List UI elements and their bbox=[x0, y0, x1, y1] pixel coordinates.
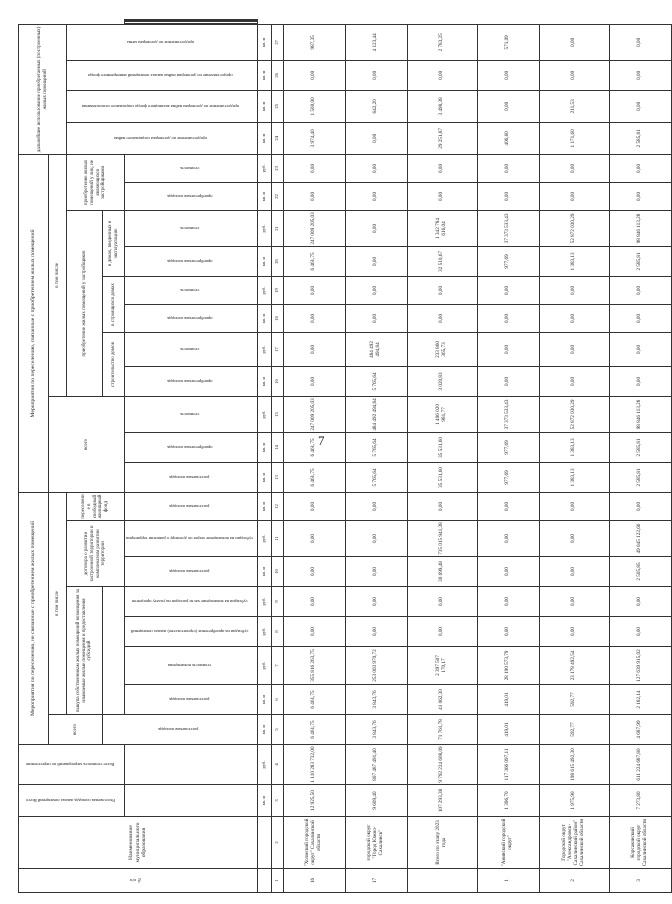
column-number: 27 bbox=[271, 24, 283, 60]
table-cell: 484 492 494,84 bbox=[345, 396, 407, 432]
sub-24 bbox=[125, 23, 258, 24]
table-cell: 0,00 bbox=[609, 182, 671, 210]
column-number: 4 bbox=[271, 745, 283, 785]
table-cell: 0,00 bbox=[345, 304, 407, 332]
table-cell: 37 373 533,43 bbox=[477, 396, 539, 432]
header-build-houses: строительство домов bbox=[103, 332, 125, 396]
column-number: 6 bbox=[271, 685, 283, 715]
table-cell: 0,00 bbox=[477, 521, 539, 557]
table-cell: 3 bbox=[609, 869, 671, 893]
table-cell: 107 293,38 bbox=[407, 785, 477, 817]
table-cell: 4 123,44 bbox=[345, 24, 407, 60]
column-number: 7 bbox=[271, 647, 283, 685]
column-number: 9 bbox=[271, 587, 283, 617]
sub-16: приобретаемая площадь bbox=[125, 366, 258, 396]
header-name: Наименование муниципального образования bbox=[19, 817, 258, 869]
group-future-use: дальнейшее использование приобретаемых (построенных) жилых помещений bbox=[19, 24, 67, 154]
sub-18: приобретаемая площадь bbox=[125, 304, 258, 332]
table-cell: 1 383,13 bbox=[539, 432, 609, 462]
unit-16: кв. м bbox=[257, 366, 271, 396]
table-cell: 117 366 097,11 bbox=[477, 745, 539, 785]
table-cell: 0,00 bbox=[407, 276, 477, 304]
table-cell: 1 500,00 bbox=[283, 90, 345, 122]
header-use-social: предоставление по договорам социального найма bbox=[67, 122, 258, 154]
sub-14: приобретаемая площадь bbox=[125, 432, 258, 462]
units-row bbox=[257, 20, 271, 893]
header-in-total: в том числе bbox=[49, 492, 67, 714]
table-cell: 30 699,48 bbox=[407, 557, 477, 587]
unit-17: руб. bbox=[257, 332, 271, 366]
table-cell: 6 461,75 bbox=[283, 715, 345, 745]
table-cell: 233 860 365,73 bbox=[407, 332, 477, 366]
header-in-building: в строящихся домах bbox=[103, 276, 125, 332]
column-number: 13 bbox=[271, 462, 283, 492]
sub-4-unit-spacer bbox=[125, 745, 258, 785]
sub-21: стоимость bbox=[125, 210, 258, 246]
unit-2 bbox=[257, 817, 271, 869]
table-cell: 1 406 020 981,77 bbox=[407, 396, 477, 432]
table-cell: 2 505,85 bbox=[609, 557, 671, 587]
table-cell: 592,77 bbox=[539, 685, 609, 715]
table-cell: 0,00 bbox=[609, 492, 671, 520]
header-use-exchange: предоставление по договорам мены bbox=[67, 24, 258, 60]
table-cell: 28 190 573,79 bbox=[477, 647, 539, 685]
table-cell: 0,00 bbox=[283, 557, 345, 587]
table-cell: 6 461,75 bbox=[283, 685, 345, 715]
column-number: 23 bbox=[271, 154, 283, 182]
column-number: 12 bbox=[271, 492, 283, 520]
group-acquisition: Мероприятия по переселению, связанные с приобретением жилых помещений bbox=[19, 154, 49, 492]
sub-6: расселяемая площадь bbox=[125, 685, 258, 715]
table-cell: 2 585,81 bbox=[609, 462, 671, 492]
table-row bbox=[539, 20, 609, 893]
header-use-commerce: предоставление по договорам найма жилых помещений маневренного фонда bbox=[67, 60, 258, 90]
unit-21: руб. bbox=[257, 210, 271, 246]
header-territory: договора о развитии застроенной территории и комплексном развитии территории bbox=[67, 521, 125, 587]
table-cell: 5 765,64 bbox=[345, 432, 407, 462]
unit-9: руб. bbox=[257, 587, 271, 617]
unit-25: кв. м bbox=[257, 90, 271, 122]
unit-7: руб. bbox=[257, 647, 271, 685]
table-cell: 253 003 970,72 bbox=[345, 647, 407, 685]
table-cell: 807 487 491,40 bbox=[345, 745, 407, 785]
table-cell: 419,01 bbox=[477, 715, 539, 745]
table-cell: 2 585,81 bbox=[609, 432, 671, 462]
unit-18: кв. м bbox=[257, 304, 271, 332]
municipality-name: Корсаковский городской округ Сахалинской области bbox=[609, 817, 671, 869]
table-cell: 0,00 bbox=[477, 60, 539, 90]
unit-5: кв. м bbox=[257, 715, 271, 745]
column-numbers-row bbox=[271, 20, 283, 893]
table-cell: 0,00 bbox=[609, 90, 671, 122]
unit-15: руб. bbox=[257, 396, 271, 432]
unit-23: руб. bbox=[257, 154, 271, 182]
table-cell: 71 761,78 bbox=[407, 715, 477, 745]
table-cell: 35 531,60 bbox=[407, 462, 477, 492]
table-cell: 2 182,14 bbox=[609, 685, 671, 715]
header-acq-build: приобретение жилых помещений у застройщиков bbox=[67, 210, 103, 396]
table-cell: 3 020,83 bbox=[407, 366, 477, 396]
table-cell: 987,35 bbox=[283, 24, 345, 60]
municipality-name: Всего по этапу 2023 года bbox=[407, 817, 477, 869]
table-cell: 127 639 915,02 bbox=[609, 647, 671, 685]
table-cell: 0,00 bbox=[539, 276, 609, 304]
unit-27: кв. м bbox=[257, 24, 271, 60]
table-cell: 5 765,64 bbox=[345, 462, 407, 492]
table-cell: 0,00 bbox=[345, 587, 407, 617]
table-cell: 198 615 492,30 bbox=[539, 745, 609, 785]
column-number: 15 bbox=[271, 396, 283, 432]
unit-8: руб. bbox=[257, 617, 271, 647]
table-cell: 247 009 205,03 bbox=[283, 210, 345, 246]
sub-7: стоимость возмещения bbox=[125, 647, 258, 685]
municipality-name: "Анивский городской округ" bbox=[477, 817, 539, 869]
table-cell: 23 178 492,54 bbox=[539, 647, 609, 685]
sub-20: приобретаемая площадь bbox=[125, 246, 258, 276]
table-cell: 0,00 bbox=[539, 60, 609, 90]
column-number: 10 bbox=[271, 557, 283, 587]
table-cell: 2 585,81 bbox=[609, 122, 671, 154]
table-cell: 52 872 030,29 bbox=[539, 396, 609, 432]
sub-23: стоимость bbox=[125, 154, 258, 182]
table-cell: 3 498,38 bbox=[407, 90, 477, 122]
table-cell: 37 373 533,43 bbox=[477, 210, 539, 246]
header-row-1 bbox=[19, 20, 49, 893]
table-cell: 0,00 bbox=[345, 492, 407, 520]
table-cell: 0,00 bbox=[283, 617, 345, 647]
unit-24: кв. м bbox=[257, 122, 271, 154]
table-cell: 0,00 bbox=[539, 617, 609, 647]
table-cell: 0,00 bbox=[609, 366, 671, 396]
table-cell: 0,00 bbox=[283, 492, 345, 520]
table-cell: 7 273,80 bbox=[609, 785, 671, 817]
table-cell: 9 792 224 608,09 bbox=[407, 745, 477, 785]
table-cell: 0,00 bbox=[539, 332, 609, 366]
table-cell: 1 975,90 bbox=[539, 785, 609, 817]
table-cell: 1 342 784 616,04 bbox=[407, 210, 477, 246]
table-cell: 0,00 bbox=[609, 154, 671, 182]
table-cell: 3 974,40 bbox=[283, 122, 345, 154]
table-cell: 41 062,30 bbox=[407, 685, 477, 715]
table-cell: 0,00 bbox=[283, 276, 345, 304]
column-number: 24 bbox=[271, 122, 283, 154]
table-cell: 2 bbox=[539, 869, 609, 893]
municipality-name: городской округ "Город Южно-Сахалинск" bbox=[345, 817, 407, 869]
header-total-cost: Всего стоимость мероприятий по переселению bbox=[19, 745, 125, 785]
table-cell: 1 383,13 bbox=[539, 462, 609, 492]
table-cell: 0,00 bbox=[477, 587, 539, 617]
table-cell: 0,00 bbox=[477, 154, 539, 182]
header-all-2: всего bbox=[49, 396, 125, 492]
table-cell: 2 585,81 bbox=[609, 246, 671, 276]
header-from-persons: приобретение жилых помещений у лиц, не являющихся застройщиками bbox=[67, 154, 125, 210]
table-row bbox=[283, 20, 345, 893]
column-number: 5 bbox=[271, 715, 283, 745]
table-cell: 611 224 687,80 bbox=[609, 745, 671, 785]
sub-27 bbox=[125, 20, 258, 21]
table-cell: 0,00 bbox=[345, 246, 407, 276]
unit-3: кв. м bbox=[257, 785, 271, 817]
table-cell: 0,00 bbox=[407, 617, 477, 647]
table-cell: 5 765,64 bbox=[345, 366, 407, 396]
column-number: 2 bbox=[271, 817, 283, 869]
table-cell: 0,00 bbox=[477, 332, 539, 366]
table-cell: 2 397 507 170,17 bbox=[407, 647, 477, 685]
table-cell: 98 846 113,28 bbox=[609, 210, 671, 246]
table-cell: 6 461,75 bbox=[283, 432, 345, 462]
table-cell: 0,00 bbox=[477, 492, 539, 520]
table-cell: 2 783,25 bbox=[407, 24, 477, 60]
table-cell: 0,00 bbox=[283, 304, 345, 332]
table-cell: 29 251,87 bbox=[407, 122, 477, 154]
sub-3-unit-spacer bbox=[125, 785, 258, 817]
table-cell: 3 843,76 bbox=[345, 715, 407, 745]
table-cell: 17 bbox=[345, 869, 407, 893]
table-cell: 0,00 bbox=[283, 332, 345, 366]
header-use-maneuver: предоставление по договорам найма жилищного фонда социального использования bbox=[67, 90, 258, 122]
column-number: 26 bbox=[271, 60, 283, 90]
table-cell: 0,00 bbox=[345, 122, 407, 154]
resettlement-table bbox=[18, 19, 649, 893]
table-cell: 0,00 bbox=[609, 276, 671, 304]
header-in-total-2: в том числе bbox=[49, 154, 67, 396]
table-cell: 1 383,13 bbox=[539, 246, 609, 276]
sub-22: приобретаемая площадь bbox=[125, 182, 258, 210]
table-cell: 0,00 bbox=[345, 210, 407, 246]
column-number: 20 bbox=[271, 246, 283, 276]
table-row bbox=[345, 20, 407, 893]
table-cell: 0,00 bbox=[539, 557, 609, 587]
table-cell: 571,09 bbox=[477, 24, 539, 60]
unit-14: кв. м bbox=[257, 432, 271, 462]
sub-10: расселяемая площадь bbox=[125, 557, 258, 587]
table-cell: 0,00 bbox=[283, 521, 345, 557]
table-cell: 0,00 bbox=[345, 617, 407, 647]
table-cell: 642,20 bbox=[345, 90, 407, 122]
table-cell: 0,00 bbox=[345, 60, 407, 90]
table-row bbox=[407, 20, 477, 893]
sub-12: расселяемая площадь bbox=[125, 492, 258, 520]
sub-8: субсидии на приобретение (строительство) жилых помещений bbox=[125, 617, 258, 647]
group-main: Мероприятия по переселению, не связанные с приобретением жилых помещений bbox=[19, 492, 49, 744]
table-cell: 9 609,40 bbox=[345, 785, 407, 817]
table-cell: 0,00 bbox=[283, 366, 345, 396]
table-cell: 0,00 bbox=[407, 182, 477, 210]
table-cell: 0,00 bbox=[539, 366, 609, 396]
sub-9: субсидии на возмещение части расходов на уплату процентов bbox=[125, 587, 258, 617]
sub-5: расселяемая площадь bbox=[103, 715, 258, 745]
unit-26: кв. м bbox=[257, 60, 271, 90]
column-number: 25 bbox=[271, 90, 283, 122]
column-number: 21 bbox=[271, 210, 283, 246]
table-cell: 0,00 bbox=[539, 587, 609, 617]
table-cell: 35 531,60 bbox=[407, 432, 477, 462]
table-cell: 0,00 bbox=[539, 521, 609, 557]
table-cell: 484 492 494,84 bbox=[345, 332, 407, 366]
unit-1 bbox=[257, 869, 271, 893]
unit-12: кв. м bbox=[257, 492, 271, 520]
unit-13: кв. м bbox=[257, 462, 271, 492]
table-cell: 0,00 bbox=[407, 60, 477, 90]
unit-22: кв. м bbox=[257, 182, 271, 210]
column-number: 3 bbox=[271, 785, 283, 817]
table-cell: 735 015 941,38 bbox=[407, 521, 477, 557]
unit-4: руб. bbox=[257, 745, 271, 785]
table-cell: 977,69 bbox=[477, 432, 539, 462]
table-cell: 1 396,70 bbox=[477, 785, 539, 817]
table-cell: 1 bbox=[477, 869, 539, 893]
table-cell: 0,00 bbox=[477, 182, 539, 210]
table-cell: 406,60 bbox=[477, 122, 539, 154]
page-number: 7 bbox=[318, 433, 325, 448]
column-number: 11 bbox=[271, 521, 283, 557]
table-cell: 0,00 bbox=[609, 24, 671, 60]
table-cell: 98 846 113,28 bbox=[609, 396, 671, 432]
unit-19: руб. bbox=[257, 276, 271, 304]
column-number: 19 bbox=[271, 276, 283, 304]
unit-10: кв. м bbox=[257, 557, 271, 587]
table-row bbox=[609, 20, 671, 893]
table-cell: 4 687,99 bbox=[609, 715, 671, 745]
table-cell: 0,00 bbox=[539, 304, 609, 332]
header-free-fund: переселение в свободный жилищный фонд bbox=[67, 492, 125, 520]
column-number: 18 bbox=[271, 304, 283, 332]
table-cell: 0,00 bbox=[283, 182, 345, 210]
table-cell: 6 461,75 bbox=[283, 246, 345, 276]
table-cell: 52 872 030,29 bbox=[539, 210, 609, 246]
table-cell: 0,00 bbox=[345, 276, 407, 304]
table-cell: 0,00 bbox=[477, 90, 539, 122]
table-cell: 0,00 bbox=[539, 182, 609, 210]
table-cell: 247 009 205,03 bbox=[283, 396, 345, 432]
table-cell: 0,00 bbox=[345, 182, 407, 210]
spacer-ransom bbox=[103, 587, 125, 715]
table-cell: 419,01 bbox=[477, 685, 539, 715]
header-ransom: выкупа собственникам жилых помещений возмещения за изымаемые жилые помещения и предоставления субсидий bbox=[67, 587, 103, 715]
table-cell: 6 461,75 bbox=[283, 462, 345, 492]
table-cell: 0,00 bbox=[609, 617, 671, 647]
table-row bbox=[477, 20, 539, 893]
unit-6: кв. м bbox=[257, 685, 271, 715]
column-number: 17 bbox=[271, 332, 283, 366]
column-number: 22 bbox=[271, 182, 283, 210]
sub-15: стоимость bbox=[125, 396, 258, 432]
table-cell: 0,00 bbox=[609, 60, 671, 90]
table-cell: 977,69 bbox=[477, 462, 539, 492]
table-cell: 0,00 bbox=[609, 587, 671, 617]
table-cell: 0,00 bbox=[407, 154, 477, 182]
table-cell bbox=[407, 869, 477, 893]
header-all: всего bbox=[49, 715, 103, 745]
column-number: 16 bbox=[271, 366, 283, 396]
table-cell: 1 171,60 bbox=[539, 122, 609, 154]
table-cell: 12 925,50 bbox=[283, 785, 345, 817]
column-number: 1 bbox=[271, 869, 283, 893]
table-cell: 0,00 bbox=[407, 304, 477, 332]
unit-11: руб. bbox=[257, 521, 271, 557]
table-cell: 0,00 bbox=[477, 617, 539, 647]
table-cell: 0,00 bbox=[609, 332, 671, 366]
header-no: № п/п bbox=[19, 869, 258, 893]
table-cell: 0,00 bbox=[283, 154, 345, 182]
table-cell: 0,00 bbox=[283, 587, 345, 617]
table-cell: 977,69 bbox=[477, 246, 539, 276]
table-cell: 592,77 bbox=[539, 715, 609, 745]
table-cell: 0,00 bbox=[345, 521, 407, 557]
table-cell: 1 110 283 732,00 bbox=[283, 745, 345, 785]
column-number: 14 bbox=[271, 432, 283, 462]
table-cell: 0,00 bbox=[283, 60, 345, 90]
unit-20: кв. м bbox=[257, 246, 271, 276]
table-cell: 32 510,67 bbox=[407, 246, 477, 276]
table-cell: 0,00 bbox=[407, 587, 477, 617]
municipality-name: "Холмский городской округ" Сахалинской области bbox=[283, 817, 345, 869]
header-in-built: в домах, введенных в эксплуатацию bbox=[103, 210, 125, 276]
table-cell: 0,00 bbox=[477, 276, 539, 304]
sub-11: субсидии на возмещение затрат по договору о развитии территории bbox=[125, 521, 258, 557]
table-cell: 49 045 122,66 bbox=[609, 521, 671, 557]
table-cell: 16 bbox=[283, 869, 345, 893]
table-cell: 0,00 bbox=[407, 492, 477, 520]
table-cell: 0,00 bbox=[477, 557, 539, 587]
municipality-name: Городской округ "Александровск-Сахалинский район" Сахалинской области bbox=[539, 817, 609, 869]
table-cell: 3 843,76 bbox=[345, 685, 407, 715]
table-cell: 0,00 bbox=[539, 24, 609, 60]
sub-13: расселяемая площадь bbox=[125, 462, 258, 492]
table-cell: 211,53 bbox=[539, 90, 609, 122]
column-number: 8 bbox=[271, 617, 283, 647]
table-cell: 0,00 bbox=[345, 557, 407, 587]
table-cell: 0,00 bbox=[539, 492, 609, 520]
table-cell: 0,00 bbox=[539, 154, 609, 182]
sub-19: стоимость bbox=[125, 276, 258, 304]
table-cell: 355 816 263,75 bbox=[283, 647, 345, 685]
table-cell: 0,00 bbox=[609, 304, 671, 332]
sub-17: стоимость bbox=[125, 332, 258, 366]
header-total-area: Расселяемая площадь жилых помещений Всего bbox=[19, 785, 125, 817]
table-cell: 0,00 bbox=[477, 366, 539, 396]
table-cell: 0,00 bbox=[477, 304, 539, 332]
table-cell: 0,00 bbox=[345, 154, 407, 182]
